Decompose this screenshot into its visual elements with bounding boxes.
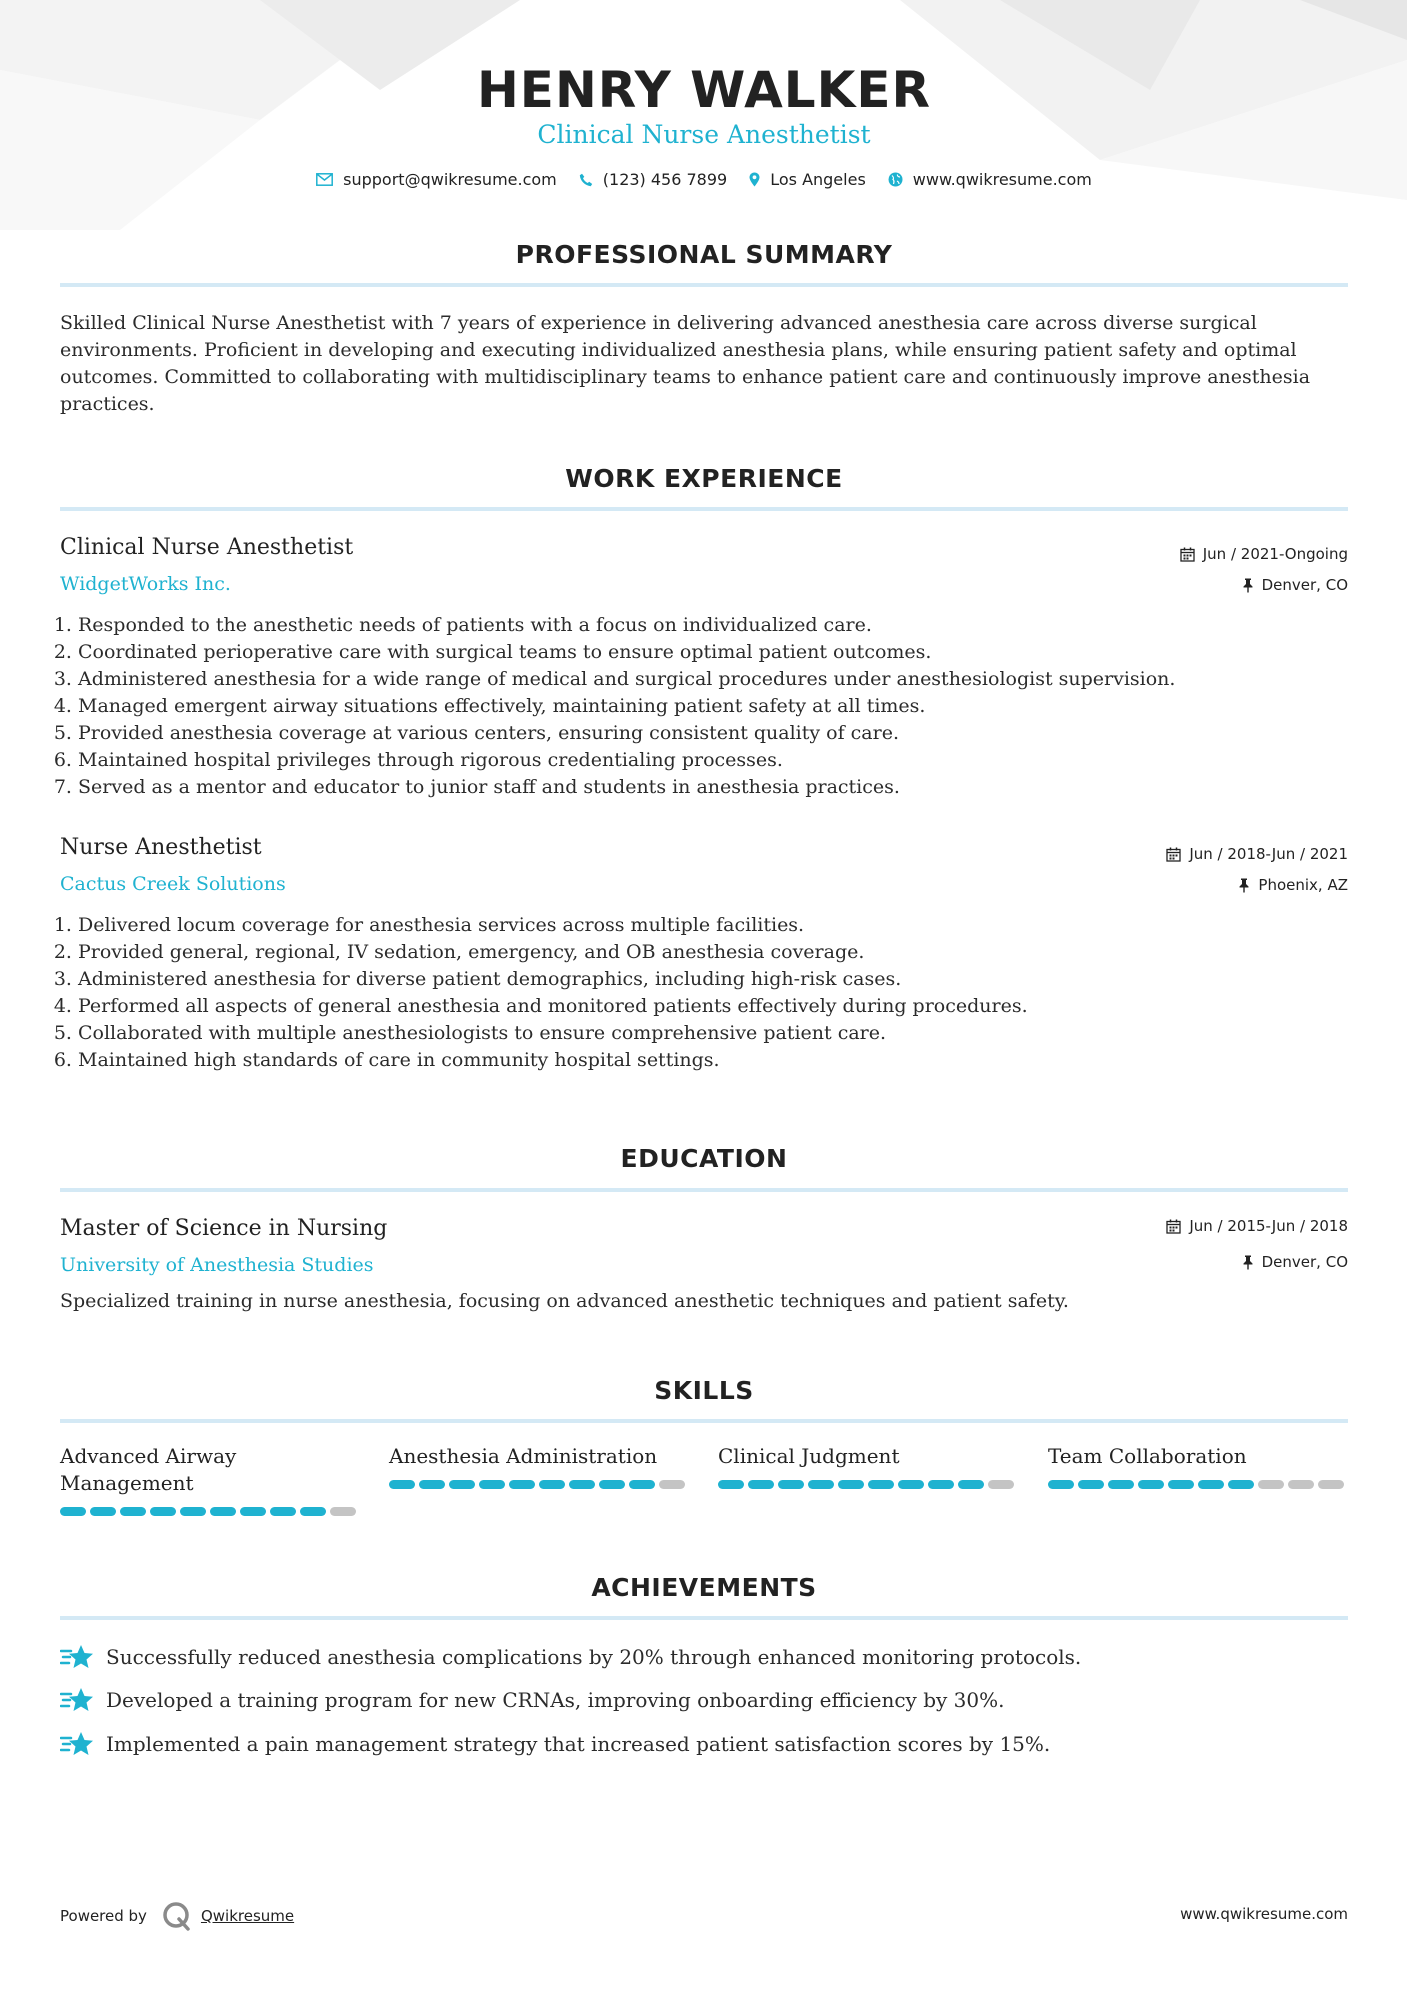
rating-dot-filled <box>120 1507 146 1516</box>
skill-item <box>60 1443 360 1516</box>
summary-text: Skilled Clinical Nurse Anesthetist with 7 years of experience in delivering advanced anesthesia care across diverse surgical environments. Proficient in developing and executing individualized anesthesia plans, while ensuring patient safety and optimal outcomes. Committed to collaborating with multidisciplinary teams to enhance patient care and continuously improve anesthesia practices. <box>60 312 1311 415</box>
rating-dot-filled <box>60 1507 86 1516</box>
job-dates <box>1166 843 1348 865</box>
rating-dot-filled <box>509 1480 535 1489</box>
star-icon <box>60 1643 94 1671</box>
duty-item: 7. Served as a mentor and educator to junior staff and students in anesthesia practices. <box>78 774 1348 801</box>
achievement-item <box>60 1643 1081 1671</box>
skill-name: Advanced Airway Management <box>60 1444 237 1495</box>
rating-dot-filled <box>1168 1480 1194 1489</box>
rating-dot-empty <box>1318 1480 1344 1489</box>
rating-dot-filled <box>808 1480 834 1489</box>
experience-heading: WORK EXPERIENCE <box>565 464 843 493</box>
duty-item: 6. Maintained hospital privileges through rigorous credentialing processes. <box>78 747 1348 774</box>
skill-item <box>389 1443 689 1489</box>
website-text: www.qwikresume.com <box>912 170 1092 189</box>
candidate-title: Clinical Nurse Anesthetist <box>537 120 871 149</box>
achievements-heading: ACHIEVEMENTS <box>591 1573 817 1602</box>
summary-heading: PROFESSIONAL SUMMARY <box>515 240 893 269</box>
rating-dot-empty <box>1288 1480 1314 1489</box>
job-location <box>1238 874 1348 896</box>
candidate-name: HENRY WALKER <box>476 61 932 119</box>
duty-item: 4. Performed all aspects of general anesthesia and monitored patients effectively during procedures. <box>78 993 1348 1020</box>
rating-dot-filled <box>240 1507 266 1516</box>
location-text: Los Angeles <box>770 170 866 189</box>
job-duties-list <box>60 912 1348 1074</box>
calendar-icon <box>1166 847 1181 862</box>
skills-divider <box>60 1419 1348 1423</box>
job-dates-text: Jun / 2021-Ongoing <box>1202 545 1348 563</box>
rating-dot-filled <box>599 1480 625 1489</box>
rating-dot-filled <box>210 1507 236 1516</box>
rating-dot-empty <box>988 1480 1014 1489</box>
qwikresume-logo-icon <box>161 1900 193 1932</box>
rating-dot-empty <box>330 1507 356 1516</box>
achievement-text: Implemented a pain management strategy that increased patient satisfaction scores by 15%. <box>106 1732 1051 1756</box>
rating-dot-empty <box>659 1480 685 1489</box>
skill-rating <box>718 1480 1018 1489</box>
skill-item <box>718 1443 1018 1489</box>
rating-dot-filled <box>778 1480 804 1489</box>
duty-item: 5. Collaborated with multiple anesthesiologists to ensure comprehensive patient care. <box>78 1020 1348 1047</box>
school-name: University of Anesthesia Studies <box>60 1254 374 1276</box>
map-pin-icon <box>749 172 760 187</box>
rating-dot-filled <box>838 1480 864 1489</box>
star-icon <box>60 1686 94 1714</box>
pushpin-icon <box>1242 578 1254 593</box>
rating-dot-filled <box>1048 1480 1074 1489</box>
education-heading: EDUCATION <box>620 1144 788 1173</box>
rating-dot-filled <box>629 1480 655 1489</box>
education-location <box>1242 1251 1348 1273</box>
rating-dot-filled <box>479 1480 505 1489</box>
duty-item: 3. Administered anesthesia for diverse patient demographics, including high-risk cases. <box>78 966 1348 993</box>
achievements-divider <box>60 1616 1348 1620</box>
education-dates-text: Jun / 2015-Jun / 2018 <box>1189 1217 1348 1235</box>
job-title: Clinical Nurse Anesthetist <box>60 535 354 560</box>
rating-dot-filled <box>270 1507 296 1516</box>
job-location <box>1242 574 1348 596</box>
rating-dot-filled <box>539 1480 565 1489</box>
contact-row <box>60 170 1348 189</box>
footer-powered-by <box>60 1900 294 1932</box>
calendar-icon <box>1180 547 1195 562</box>
qwikresume-link[interactable]: Qwikresume <box>200 1907 295 1925</box>
job-company: WidgetWorks Inc. <box>60 573 231 595</box>
rating-dot-filled <box>1078 1480 1104 1489</box>
job-location-text: Denver, CO <box>1261 576 1348 594</box>
contact-phone[interactable] <box>579 170 727 189</box>
rating-dot-filled <box>718 1480 744 1489</box>
rating-dot-filled <box>150 1507 176 1516</box>
phone-text: (123) 456 7899 <box>602 170 728 189</box>
skill-item <box>1048 1443 1348 1489</box>
pushpin-icon <box>1242 1255 1254 1270</box>
job-dates-text: Jun / 2018-Jun / 2021 <box>1189 845 1348 863</box>
rating-dot-filled <box>1228 1480 1254 1489</box>
rating-dot-filled <box>1108 1480 1134 1489</box>
rating-dot-filled <box>898 1480 924 1489</box>
contact-location <box>749 170 866 189</box>
rating-dot-filled <box>748 1480 774 1489</box>
duty-item: 1. Responded to the anesthetic needs of patients with a focus on individualized care. <box>78 612 1348 639</box>
job-duties-list <box>60 612 1348 801</box>
rating-dot-filled <box>389 1480 415 1489</box>
job-title: Nurse Anesthetist <box>60 835 262 860</box>
globe-icon <box>888 172 903 187</box>
job-location-text: Phoenix, AZ <box>1258 876 1348 894</box>
education-dates <box>1166 1215 1348 1237</box>
duty-item: 5. Provided anesthesia coverage at various centers, ensuring consistent quality of care. <box>78 720 1348 747</box>
achievement-text: Developed a training program for new CRNAs, improving onboarding efficiency by 30%. <box>106 1688 1005 1712</box>
rating-dot-filled <box>928 1480 954 1489</box>
footer-website[interactable]: www.qwikresume.com <box>1180 1905 1348 1923</box>
calendar-icon <box>1166 1219 1181 1234</box>
duty-item: 2. Provided general, regional, IV sedation, emergency, and OB anesthesia coverage. <box>78 939 1348 966</box>
duty-item: 3. Administered anesthesia for a wide range of medical and surgical procedures under anesthesiologist supervision. <box>78 666 1348 693</box>
achievement-item <box>60 1686 1005 1714</box>
rating-dot-filled <box>180 1507 206 1516</box>
email-text: support@qwikresume.com <box>343 170 557 189</box>
skill-rating <box>389 1480 689 1489</box>
duty-item: 6. Maintained high standards of care in community hospital settings. <box>78 1047 1348 1074</box>
rating-dot-filled <box>569 1480 595 1489</box>
rating-dot-filled <box>449 1480 475 1489</box>
phone-icon <box>579 173 593 187</box>
envelope-icon <box>316 173 333 186</box>
education-divider <box>60 1188 1348 1192</box>
skill-rating <box>60 1507 360 1516</box>
rating-dot-filled <box>958 1480 984 1489</box>
skill-name: Team Collaboration <box>1048 1444 1247 1468</box>
rating-dot-filled <box>90 1507 116 1516</box>
achievement-item <box>60 1730 1050 1758</box>
duty-item: 2. Coordinated perioperative care with surgical teams to ensure optimal patient outcomes. <box>78 639 1348 666</box>
summary-divider <box>60 283 1348 287</box>
education-location-text: Denver, CO <box>1261 1253 1348 1271</box>
rating-dot-filled <box>419 1480 445 1489</box>
skills-heading: SKILLS <box>654 1376 754 1405</box>
duty-item: 4. Managed emergent airway situations effectively, maintaining patient safety at all times. <box>78 693 1348 720</box>
contact-email[interactable] <box>316 170 557 189</box>
rating-dot-filled <box>1138 1480 1164 1489</box>
skill-name: Anesthesia Administration <box>389 1444 658 1468</box>
rating-dot-filled <box>868 1480 894 1489</box>
achievement-text: Successfully reduced anesthesia complications by 20% through enhanced monitoring protocols. <box>106 1645 1082 1669</box>
contact-website[interactable] <box>888 170 1092 189</box>
duty-item: 1. Delivered locum coverage for anesthesia services across multiple facilities. <box>78 912 1348 939</box>
powered-by-label: Powered by <box>60 1907 147 1925</box>
pushpin-icon <box>1238 878 1250 893</box>
degree-title: Master of Science in Nursing <box>60 1216 388 1241</box>
skill-name: Clinical Judgment <box>718 1444 900 1468</box>
rating-dot-filled <box>300 1507 326 1516</box>
rating-dot-empty <box>1258 1480 1284 1489</box>
experience-divider <box>60 507 1348 511</box>
star-icon <box>60 1730 94 1758</box>
skill-rating <box>1048 1480 1348 1489</box>
rating-dot-filled <box>1198 1480 1224 1489</box>
education-description: Specialized training in nurse anesthesia, focusing on advanced anesthetic techniques and patient safety. <box>60 1290 1069 1312</box>
job-company: Cactus Creek Solutions <box>60 873 286 895</box>
job-dates <box>1180 543 1348 565</box>
